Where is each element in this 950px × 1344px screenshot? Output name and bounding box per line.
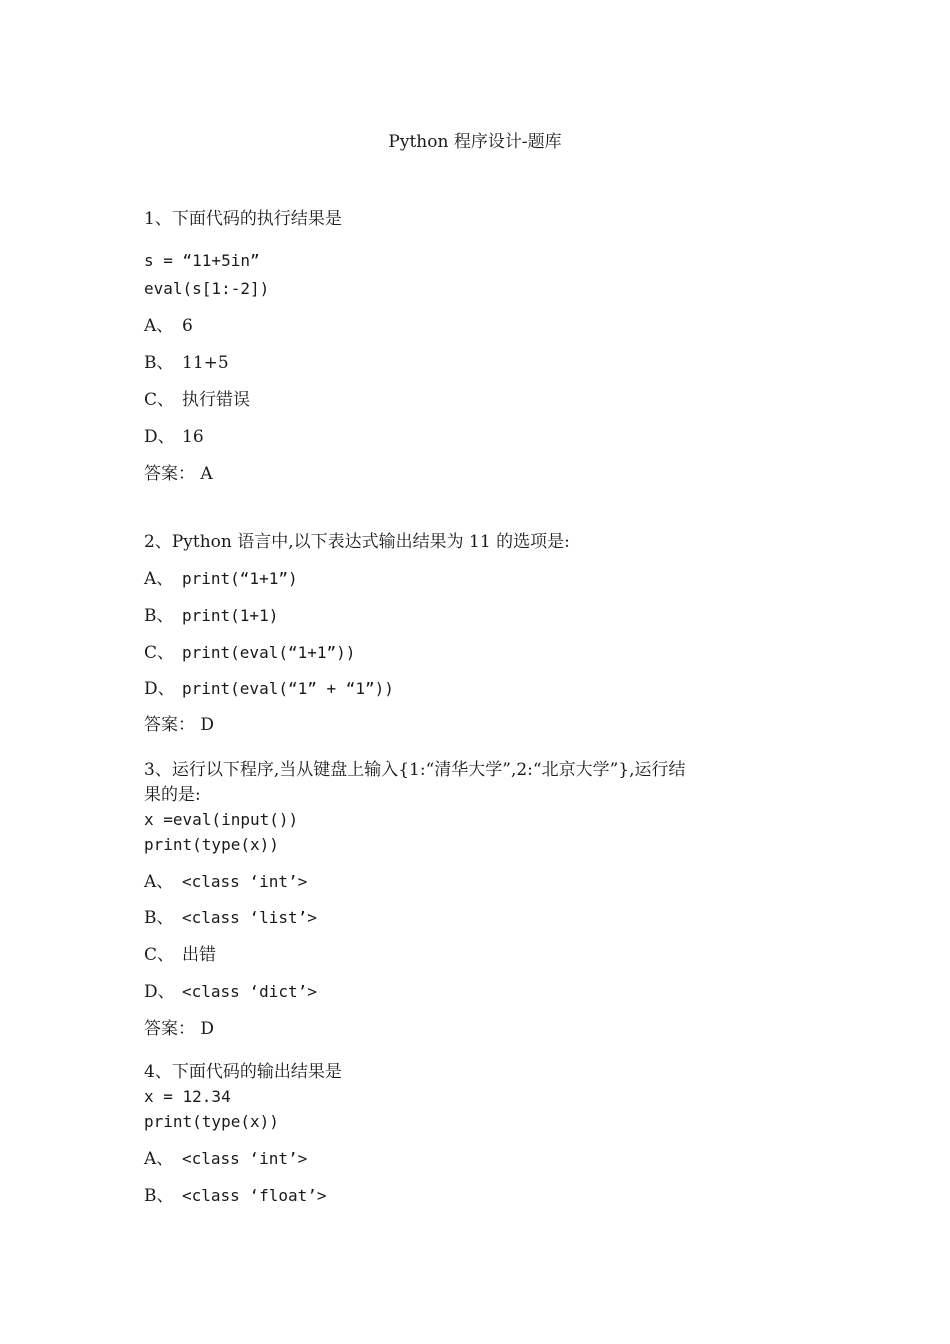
question-3-option-a — [144, 870, 307, 894]
option-text: print(eval(“1” + “1”)) — [182, 679, 394, 698]
question-1-code-line-2: eval(s[1:-2]) — [144, 279, 270, 298]
question-1-answer: 答案： A — [144, 464, 213, 484]
question-1-code-line-1: s = “11+5in” — [144, 251, 260, 270]
option-text: 6 — [182, 316, 193, 336]
option-text: print(eval(“1+1”)) — [182, 643, 356, 662]
question-4-option-b — [144, 1184, 327, 1208]
question-1-option-b — [144, 351, 229, 375]
option-text: 出错 — [182, 945, 216, 965]
option-letter: C、 — [144, 945, 175, 965]
option-text: <class ‘float’> — [182, 1186, 327, 1205]
question-2-option-a — [144, 567, 298, 591]
question-2-answer: 答案： D — [144, 715, 215, 735]
option-letter: B、 — [144, 908, 174, 928]
question-2-stem: 2、Python 语言中,以下表达式输出结果为 11 的选项是: — [144, 532, 570, 552]
option-text: <class ‘list’> — [182, 908, 317, 927]
option-letter: C、 — [144, 390, 175, 410]
option-text: <class ‘int’> — [182, 872, 308, 891]
option-letter: B、 — [144, 353, 174, 373]
question-1-stem: 1、下面代码的执行结果是 — [144, 209, 342, 229]
option-text: <class ‘int’> — [182, 1149, 308, 1168]
question-3-code-line-2: print(type(x)) — [144, 835, 279, 854]
option-letter: A、 — [144, 872, 174, 892]
option-letter: D、 — [144, 679, 175, 699]
question-1-option-c — [144, 388, 250, 412]
question-3-stem-continued: 果的是: — [144, 785, 201, 805]
option-letter: B、 — [144, 1186, 174, 1206]
question-1-option-a — [144, 314, 193, 338]
question-4-option-a — [144, 1147, 307, 1171]
page-title: Python 程序设计-题库 — [388, 132, 562, 152]
option-letter: D、 — [144, 982, 175, 1002]
option-letter: A、 — [144, 569, 174, 589]
question-3-option-b — [144, 906, 317, 930]
option-text: <class ‘dict’> — [182, 982, 317, 1001]
option-text: 11+5 — [182, 353, 229, 373]
question-3-option-c — [144, 943, 216, 967]
question-4-code-line-1: x = 12.34 — [144, 1087, 231, 1106]
option-text: print(1+1) — [182, 606, 279, 625]
option-letter: C、 — [144, 643, 175, 663]
question-3-code-line-1: x =eval(input()) — [144, 810, 299, 829]
question-3-option-d — [144, 980, 317, 1004]
question-2-option-d — [144, 677, 394, 701]
option-letter: A、 — [144, 1149, 174, 1169]
option-letter: D、 — [144, 427, 175, 447]
question-1-option-d — [144, 425, 204, 449]
option-letter: A、 — [144, 316, 174, 336]
option-text: print(“1+1”) — [182, 569, 298, 588]
option-letter: B、 — [144, 606, 174, 626]
question-4-code-line-2: print(type(x)) — [144, 1112, 279, 1131]
question-2-option-b — [144, 604, 278, 628]
option-text: 16 — [182, 427, 204, 447]
question-3-stem: 3、运行以下程序,当从键盘上输入{1:“清华大学”,2:“北京大学”},运行结 — [144, 760, 686, 780]
option-text: 执行错误 — [182, 390, 250, 410]
question-4-stem: 4、下面代码的输出结果是 — [144, 1062, 342, 1082]
question-2-option-c — [144, 641, 355, 665]
question-3-answer: 答案： D — [144, 1019, 215, 1039]
